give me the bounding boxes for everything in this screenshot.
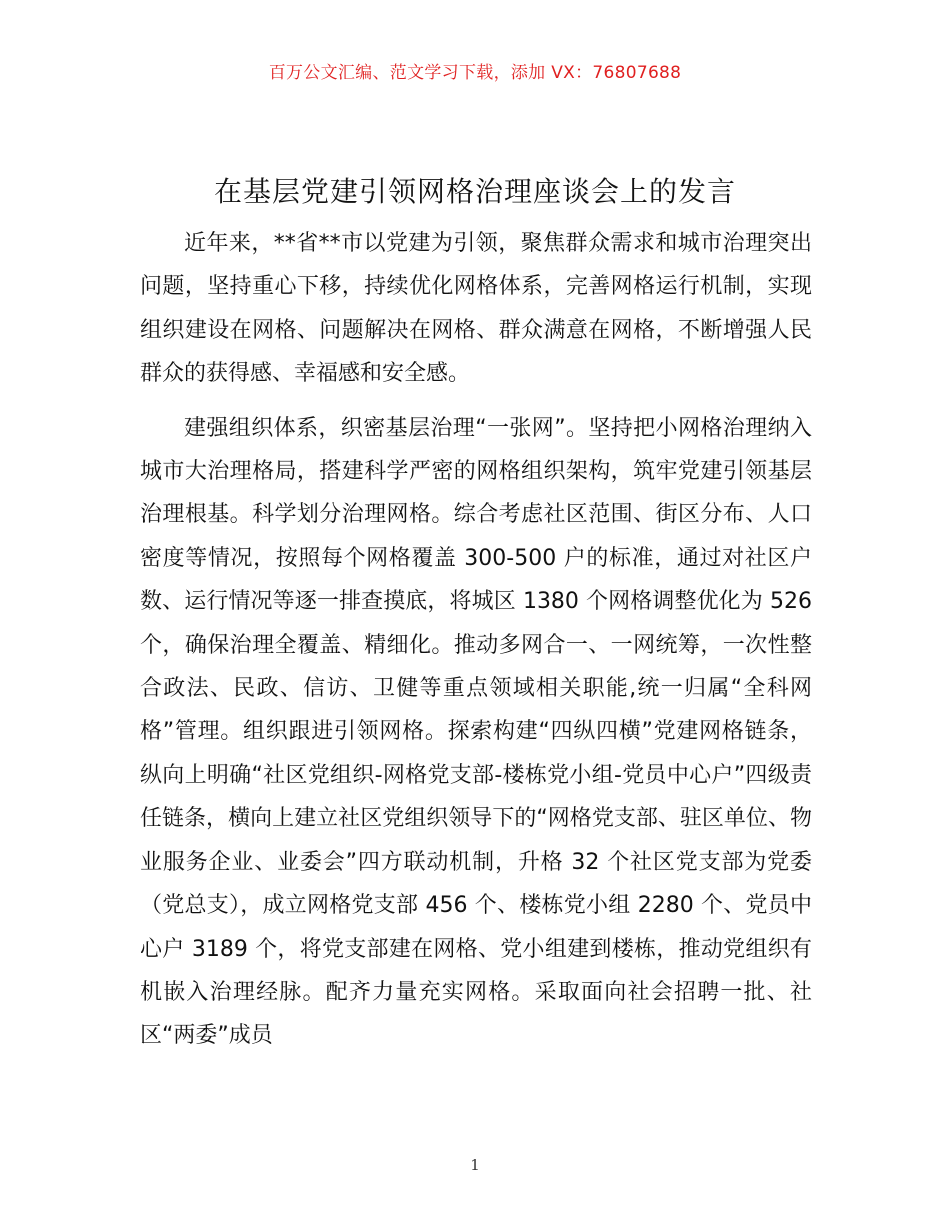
header-note: 百万公文汇编、范文学习下载，添加 VX：76807688 (268, 63, 682, 83)
paragraph-intro: 近年来，**省**市以党建为引领，聚焦群众需求和城市治理突出问题，坚持重心下移，持续优化网格体系，完善网格运行机制，实现组织建设在网格、问题解决在网格、群众满意在网格，不断增强人民群众的获得感、幸福感和安全感。 (140, 231, 812, 387)
document-body (140, 222, 812, 1058)
page-number: 1 (470, 1156, 480, 1174)
paragraph-organization-system: 建强组织体系，织密基层治理“一张网”。坚持把小网格治理纳入城市大治理格局，搭建科学严密的网格组织架构，筑牢党建引领基层治理根基。科学划分治理网格。综合考虑社区范围、街区分布、人口密度等情况，按照每个网格覆盖 300-500 户的标准，通过对社区户数、运行情况等逐一排查摸底，将城区 1380 个网格调整优化为 526 个，确保治理全覆盖、精细化。推动多网合一、一网统筹，一次性整合政法、民政、信访、卫健等重点领域相关职能,统一归属“全科网格”管理。组织跟进引领网格。探索构建“四纵四横”党建网格链条，纵向上明确“社区党组织-网格党支部-楼栋党小组-党员中心户”四级责任链条，横向上建立社区党组织领导下的“网格党支部、驻区单位、物业服务企业、业委会”四方联动机制，升格 32 个社区党支部为党委（党总支），成立网格党支部 456 个、楼栋党小组 2280 个、党员中心户 3189 个，将党支部建在网格、党小组建到楼栋，推动党组织有机嵌入治理经脉。配齐力量充实网格。采取面向社会招聘一批、社区“两委”成员 (140, 415, 812, 1049)
document-title: 在基层党建引领网格治理座谈会上的发言 (213, 175, 736, 208)
